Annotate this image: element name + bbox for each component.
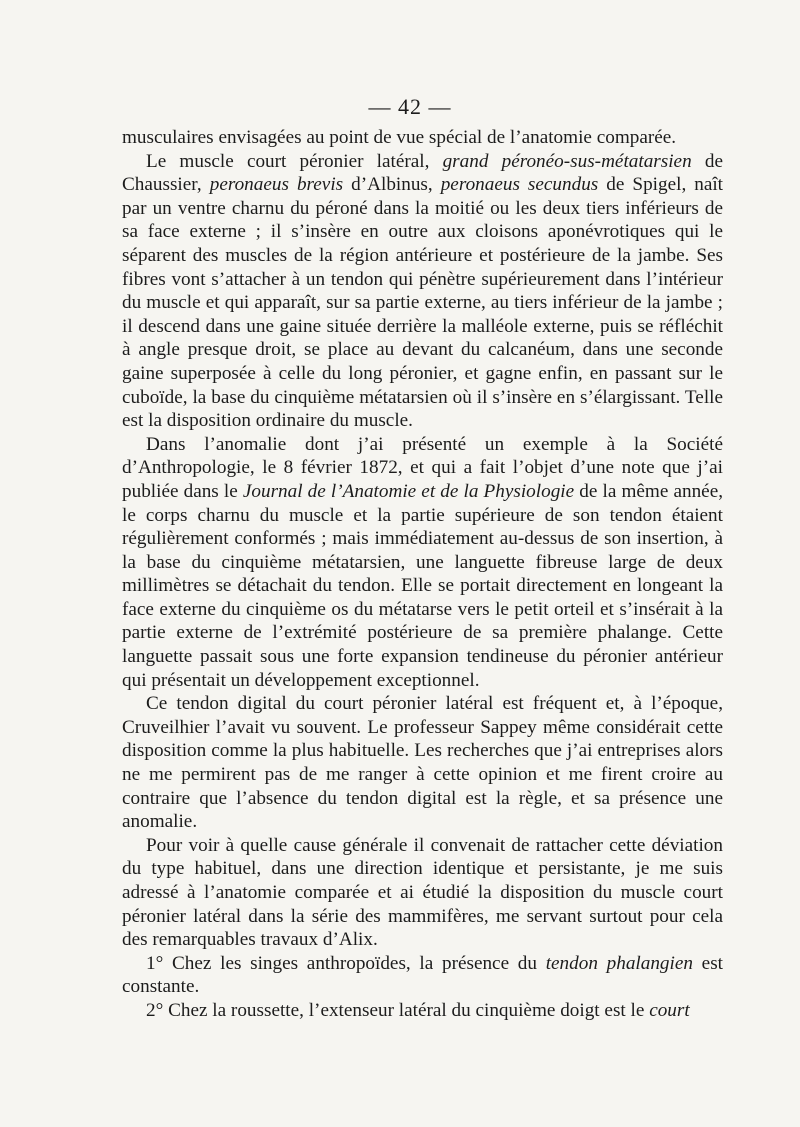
text-run: 2° Chez la roussette, l’extenseur latéral du cinquième doigt est le bbox=[146, 999, 650, 1021]
paragraph-6 bbox=[122, 952, 723, 999]
text-run: est constante. bbox=[122, 952, 723, 998]
text-run: de Spigel, naît par un ventre charnu du péroné dans la moitié ou les deux tiers inférieurs de sa face externe ; il s’insère en outre aux cloisons aponévrotiques qui le séparent des muscles de la région antérieure et postérieure de la jambe. Ses fibres vont s’attacher à un tendon qui pénètre supérieurement dans l’intérieur du muscle et qui apparaît, sur sa partie externe, au tiers inférieur de la jambe ; il descend dans une gaine située derrière la malléole externe, puis se réfléchit à angle presque droit, se place au devant du calcanéum, dans une seconde gaine superposée à celle du long péronier, et gagne enfin, en passant sur le cuboïde, la base du cinquième métatarsien où il s’insère en s’élargissant. Telle est la disposition ordinaire du muscle. bbox=[122, 174, 724, 432]
text-run: d’Albinus, bbox=[343, 174, 441, 196]
paragraph-7 bbox=[122, 999, 723, 1023]
page-number: — 42 — bbox=[368, 94, 452, 119]
text-run: Le muscle court péronier latéral, bbox=[146, 150, 443, 172]
text-run: 1° Chez les singes anthropoïdes, la présence du bbox=[146, 952, 546, 974]
paragraph-4 bbox=[122, 692, 723, 834]
text-run: Ce tendon digital du court péronier latéral est fréquent et, à l’époque, Cruveilhier l’avait vu souvent. Le professeur Sappey même considérait cette disposition comme la plus habituelle. Les recherches que j’ai entreprises alors ne me permirent pas de me ranger à cette opinion et me firent croire au contraire que l’absence du tendon digital est la règle, et sa présence une anomalie. bbox=[122, 693, 723, 833]
italic-text-run: grand péronéo-sus-métatarsien bbox=[442, 150, 692, 172]
paragraph-2 bbox=[122, 150, 723, 433]
italic-text-run: Journal de l’Anatomie et de la Physiologie bbox=[242, 480, 575, 502]
paragraph-3 bbox=[122, 433, 723, 693]
italic-text-run: court bbox=[649, 999, 690, 1021]
body-text bbox=[122, 126, 723, 1023]
italic-text-run: tendon phalangien bbox=[545, 952, 693, 974]
paragraph-5 bbox=[122, 834, 723, 952]
text-run: Dans l’anomalie dont j’ai présenté un exemple à la Société d’Anthropologie, le 8 février 1872, et qui a fait l’objet d’une note que j’ai publiée dans le bbox=[122, 433, 723, 502]
paragraph-1 bbox=[122, 126, 723, 150]
text-run: Pour voir à quelle cause générale il convenait de rattacher cette déviation du type habituel, dans une direction identique et persistante, je me suis adressé à l’anatomie comparée et ai étudié la disposition du muscle court péronier latéral dans la série des mammifères, me servant surtout pour cela des remarquables travaux d’Alix. bbox=[122, 834, 723, 951]
text-run: de Chaussier, bbox=[122, 150, 723, 196]
italic-text-run: peronaeus brevis bbox=[209, 174, 344, 196]
italic-text-run: peronaeus secundus bbox=[440, 174, 599, 196]
text-run: de la même année, le corps charnu du muscle et la partie supérieure de son tendon étaient régulièrement conformés ; mais immédiatement au-dessus de son insertion, à la base du cinquième métatarsien, une languette fibreuse large de deux millimètres se détachait du tendon. Elle se portait directement en longeant la face externe du cinquième os du métatarse vers le petit orteil et s’insérait à la partie externe de l’extrémité postérieure de sa première phalange. Cette languette passait sous une forte expansion tendineuse du péronier antérieur qui présentait un développement exceptionnel. bbox=[122, 480, 724, 691]
text-run: musculaires envisagées au point de vue spécial de l’anatomie comparée. bbox=[122, 127, 677, 148]
